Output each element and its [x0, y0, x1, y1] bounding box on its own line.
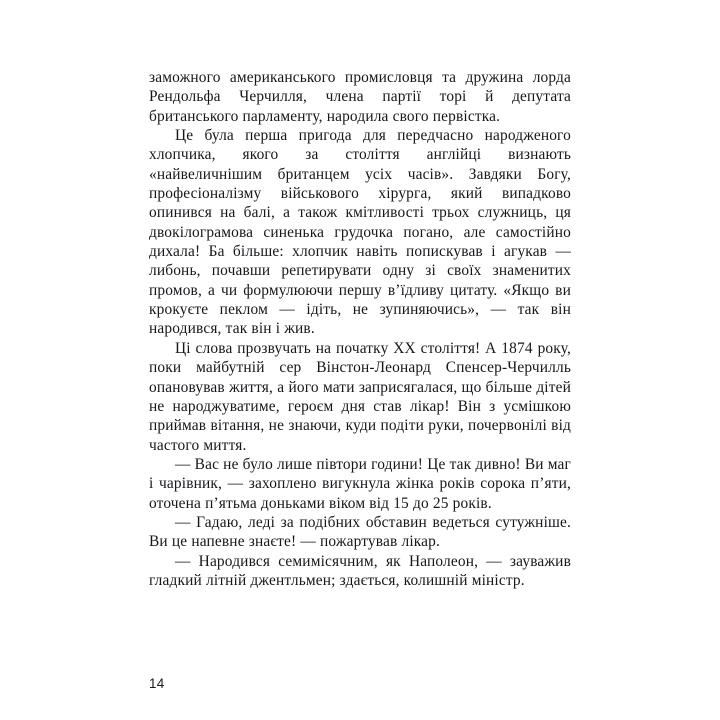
- paragraph: Ці слова прозвучать на початку XX століття! А 1874 року, поки майбутній сер Вінстон-Леонард Спенсер-Черчилль опановував життя, а його мати заприсягалася, що більше дітей не народжуватиме, героєм дня став лікар! Він з усмішкою приймав вітання, не знаючи, куди подіти руки, почервонілі від частого миття.: [149, 339, 571, 454]
- paragraph: — Народився семимісячним, як Наполеон, — зауважив гладкий літній джентльмен; здається, колишній міністр.: [149, 552, 571, 589]
- page-number: 14: [149, 676, 165, 691]
- paragraph: — Гадаю, леді за подібних обставин ведеться сутужніше. Ви це напевне знаєте! — пожартував лікар.: [149, 513, 571, 551]
- paragraph: Це була перша пригода для передчасно народженого хлопчика, якого за століття англійці визнають «найвеличнішим британцем усіх часів». Завдяки Богу, професіоналізму військового хірурга, який випадково опинився на балі, а також кмітливості трьох служниць, ця двокілограмова синенька грудочка погано, але самостійно дихала! Ба більше: хлопчик навіть попискував і агукав — либонь, почавши репетирувати одну зі своїх знаменитих промов, а чи формулюючи першу в’їдливу цитату. «Якщо ви крокуєте пеклом — ідіть, не зупиняючись», — так він народився, так він і жив.: [149, 127, 571, 338]
- paragraph: — Вас не було лише півтори години! Це так дивно! Ви маг і чарівник, — захоплено вигукнула жінка років сорока п’яти, оточена п’ятьма доньками віком від 15 до 25 років.: [149, 455, 571, 512]
- page-text-block: [149, 68, 571, 590]
- paragraph: заможного американського промисловця та дружина лорда Рендольфа Черчилля, члена партії торі й депутата британського парламенту, народила свого первістка.: [149, 69, 571, 125]
